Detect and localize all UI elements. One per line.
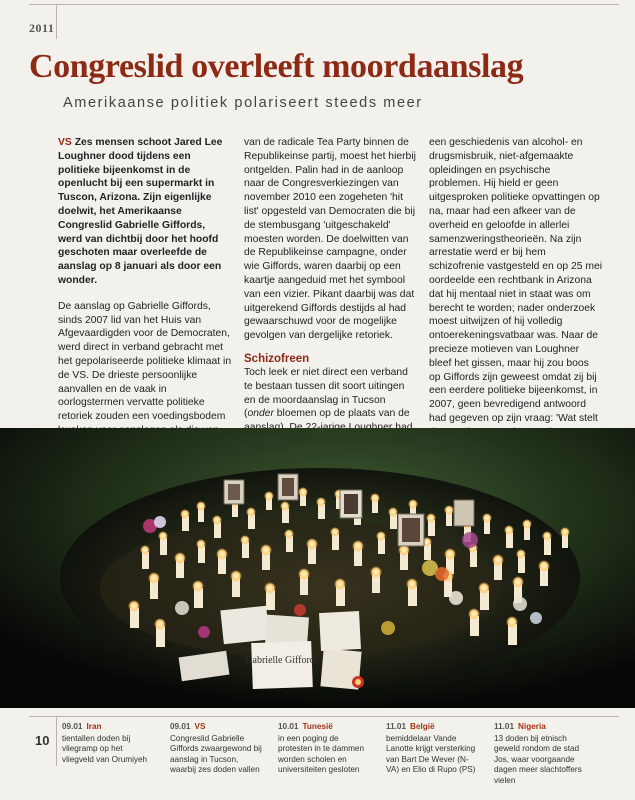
footer-divider bbox=[56, 716, 57, 766]
paragraph-emphasis: onder bbox=[247, 408, 274, 420]
timeline-country: België bbox=[410, 722, 435, 731]
timeline-country: VS bbox=[194, 722, 206, 731]
timeline-item bbox=[62, 722, 154, 765]
deck: Amerikaanse politiek polariseert steeds meer bbox=[63, 95, 423, 111]
headline: Congreslid overleeft moordaanslag bbox=[29, 48, 524, 85]
year-divider bbox=[56, 4, 57, 39]
paragraph bbox=[429, 136, 603, 453]
timeline-country: Tunesië bbox=[302, 722, 333, 731]
footer-rule bbox=[29, 716, 619, 717]
timeline-date: 11.01 bbox=[494, 722, 515, 731]
article-column-3 bbox=[429, 136, 603, 453]
timeline-date: 11.01 bbox=[386, 722, 407, 731]
paragraph: De aanslag op Gabrielle Giffords, sinds 2007 lid van het Huis van Afgevaardigden voor de Democraten, werd direct in verband gebracht met het gepolariseerde politieke klimaat in de VS. De drieste persoonlijke aanvallen en de vaak in oorlogstermen vervatte politieke retoriek zouden een voedingsbodem bbox=[58, 300, 232, 423]
timeline-date: 09.01 bbox=[170, 722, 191, 731]
timeline-text: tientallen doden bij vliegramp op het vliegveld van Orumiyeh bbox=[62, 733, 148, 764]
lead-text: Zes mensen schoot Jared Lee Loughner dood tijdens een politieke bijeenkomst in de openlucht bij een supermarkt in Tuscon, Arizona. Zijn eigenlijke doelwit, het Amerikaanse Congreslid Gabrielle Giffords, werd van dichtbij door het hoofd geschoten maar overleefde de aanslag op 8 januari als door een wonder. bbox=[58, 137, 223, 286]
paragraph bbox=[244, 366, 418, 435]
timeline-text: in een poging de protesten in te dammen worden scholen en universiteiten gesloten bbox=[278, 733, 365, 774]
memorial-photo bbox=[0, 428, 635, 708]
timeline-item bbox=[494, 722, 594, 786]
article-column-2 bbox=[244, 136, 418, 435]
paragraph: van de radicale Tea Party binnen de Republikeinse partij, moest het hierbij ontgelden. Palin had in de aanloop naar de Congresverkiezingen van november 2010 een zogeheten 'hit list' opgesteld van Democraten die bij de stembusgang 'uitgeschakeld' moesten worden. De doelwitten van de Republikeinse campagne, onder wie Giffords, waren daarbij op een kaartje aangeduid met het symbool van een vizier. Pikant daarbij was dat uitgerekend Giffords destijds al had gewaarschuwd voor de mogelijke gevolgen van dergelijke retoriek. bbox=[244, 137, 416, 342]
timeline-date: 09.01 bbox=[62, 722, 83, 731]
timeline-text: bemiddelaar Vande Lanotte krijgt versterking van Bart De Wever (N-VA) en Elio di Rupo (PS) bbox=[386, 733, 476, 774]
paragraph-text: bloemen op de plaats van de bbox=[276, 408, 410, 420]
sign-text: Gabrielle Giffords bbox=[245, 655, 319, 666]
timeline-item bbox=[278, 722, 370, 776]
memorial-photo-illustration bbox=[0, 428, 635, 708]
subheading: Schizofreen bbox=[244, 352, 310, 365]
paragraph-text: Toch leek er niet direct een verband te bestaan tussen dit soort uitingen en de moordaanslag in Tucson ( bbox=[244, 366, 408, 420]
lead-kicker: VS bbox=[58, 137, 72, 148]
timeline-text: Congreslid Gabrielle Giffords zwaargewond bij aanslag in Tucson, waarbij zes doden vallen bbox=[170, 733, 262, 774]
page-number: 10 bbox=[35, 733, 50, 748]
timeline-date: 10.01 bbox=[278, 722, 299, 731]
lead-paragraph bbox=[58, 136, 232, 288]
timeline-country: Nigeria bbox=[518, 722, 546, 731]
timeline-item bbox=[386, 722, 478, 776]
top-rule bbox=[29, 4, 619, 5]
paragraph-text: een geschiedenis van alcohol- en drugsmisbruik, niet-afgemaakte opleidingen en psychische problemen. Hij hield er geen uitgesproken politieke opvattingen op na, maar had een afkeer van de overheid en geloofde in allerlei samenzweringstheorieën. Na zijn arrestatie werd er bij hem schizofrenie vastgesteld en op 25 mei oordeelde een rechtbank in Arizona dat hij mentaal niet in staat was om berecht te worden; nader onderzoek moest uitwijzen of hij volledig ontoerekeningsvatbaar was. Naar de precieze motieven van Loughner bleef het gissen, maar hij zou boos op Giffords zijn geweest omdat zij bij een eerdere politieke bijeenkomst, in 2007, geen bevredigend antwoord had gegeven op zijn vraag: 'Wat stelt bbox=[429, 137, 603, 424]
year-label: 2011 bbox=[29, 21, 55, 35]
timeline-item bbox=[170, 722, 262, 776]
timeline-country: Iran bbox=[86, 722, 102, 731]
timeline-text: 13 doden bij etnisch geweld rondom de stad Jos, waar voorgaande dagen meer slachtoffers vielen bbox=[494, 733, 582, 785]
